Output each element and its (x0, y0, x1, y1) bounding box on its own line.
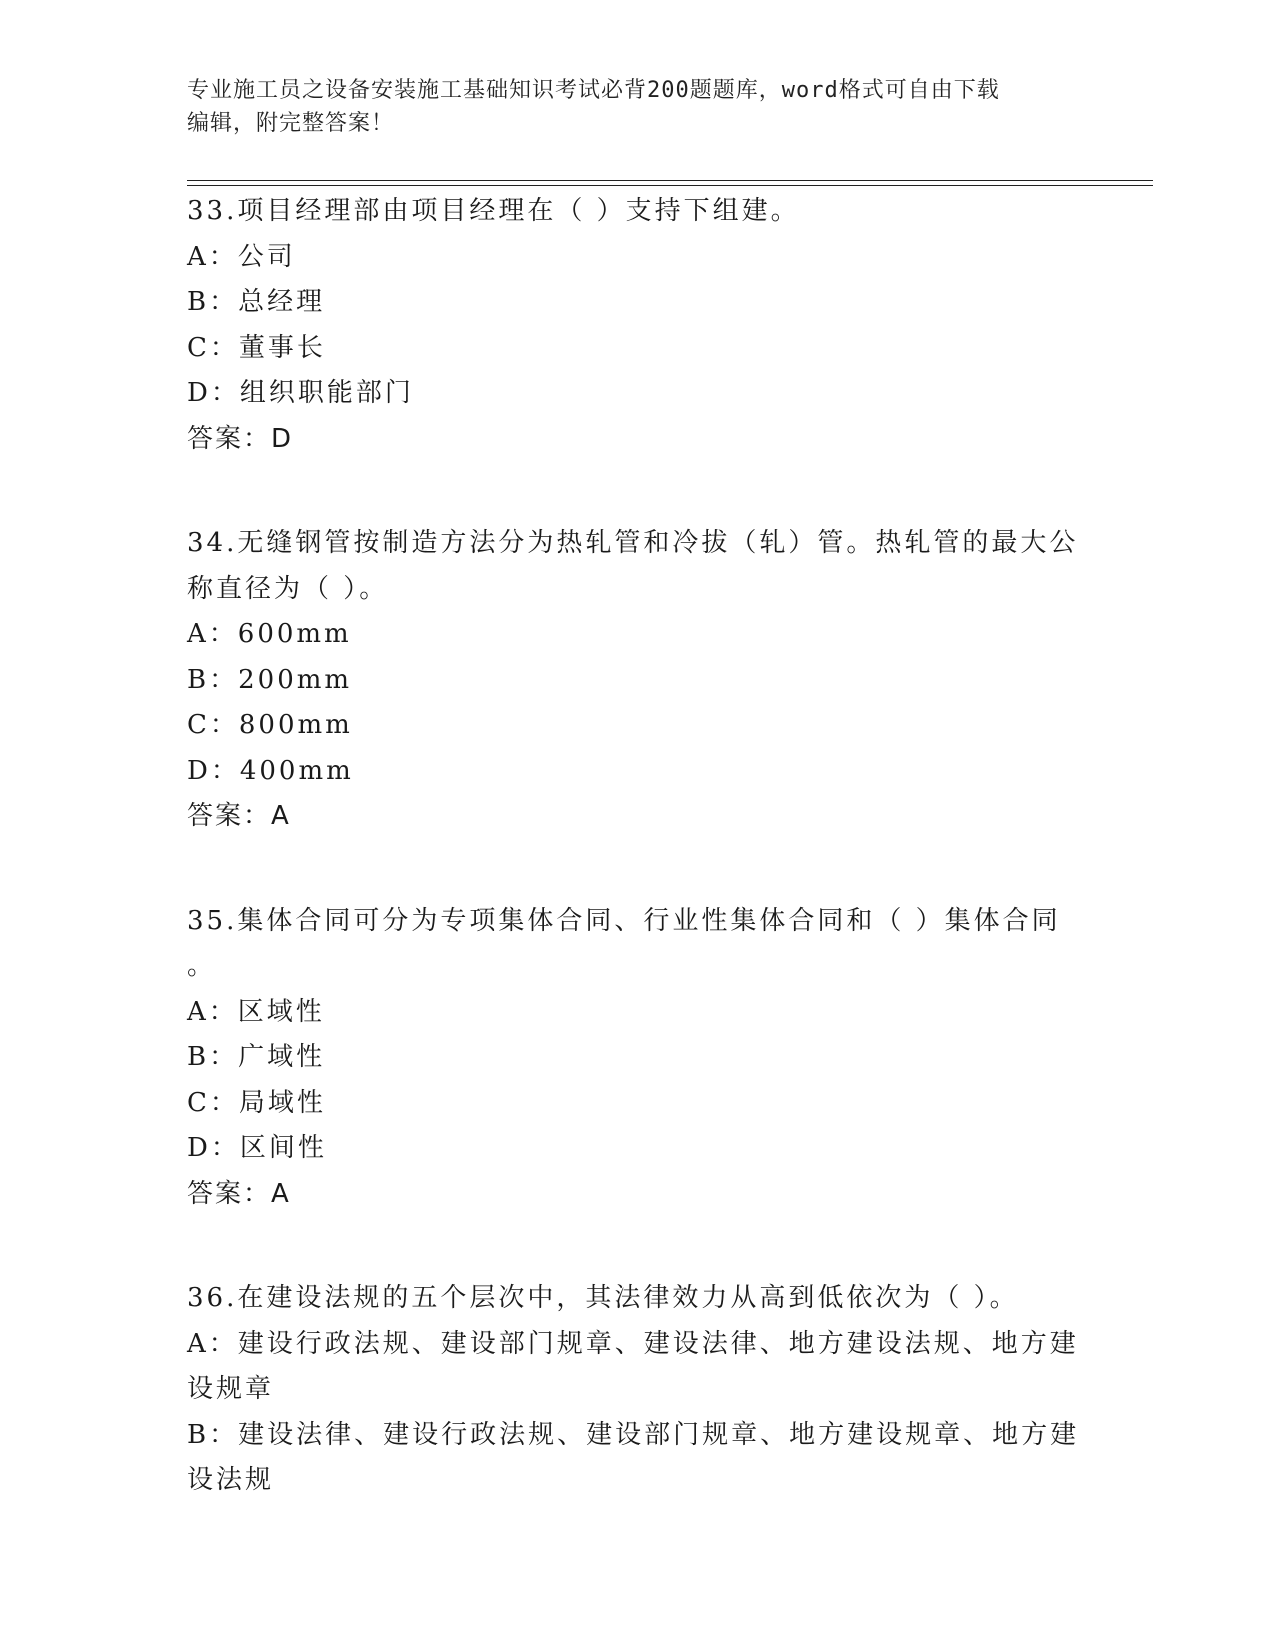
answer-option: D：400mm (187, 755, 354, 786)
answer-key: 答案：D (187, 423, 294, 454)
answer-option: A：区域性 (187, 996, 325, 1027)
question-block (187, 899, 1087, 1218)
question-stem: 34.无缝钢管按制造方法分为热轧管和冷拔（轧）管。热轧管的最大公 (187, 528, 1079, 558)
question-stem: 33.项目经理部由项目经理在（ ）支持下组建。 (187, 196, 800, 226)
answer-option: B：200mm (187, 664, 353, 695)
header-line-2: 编辑，附完整答案！ (187, 111, 395, 136)
answer-option: 设规章 (187, 1374, 275, 1404)
answer-option: 设法规 (187, 1465, 275, 1495)
document-header (187, 74, 1087, 140)
question-stem: 称直径为（ ）。 (187, 573, 389, 604)
answer-option: A：公司 (187, 241, 296, 272)
question-block (187, 1276, 1087, 1504)
answer-option: B：广域性 (187, 1042, 326, 1072)
question-stem: 36.在建设法规的五个层次中，其法律效力从高到低依次为（ ）。 (187, 1283, 1019, 1313)
question-stem: 35.集体合同可分为专项集体合同、行业性集体合同和（ ）集体合同 (187, 905, 1061, 936)
answer-option: C：800mm (187, 710, 353, 740)
answer-option: C：董事长 (187, 332, 326, 363)
answer-option: D：区间性 (187, 1133, 327, 1163)
question-list (187, 189, 1087, 1563)
header-divider-top (187, 180, 1153, 181)
header-line-1: 专业施工员之设备安装施工基础知识考试必背200题题库，word格式可自由下载 (187, 78, 1000, 103)
answer-option: A：600mm (187, 619, 352, 649)
question-stem: 。 (187, 951, 217, 981)
answer-option: C：局域性 (187, 1087, 326, 1118)
answer-key: 答案：A (187, 1178, 291, 1209)
answer-option: D：组织职能部门 (187, 378, 414, 408)
question-block (187, 189, 1087, 462)
header-divider-bottom (187, 185, 1153, 186)
answer-option: B：建设法律、建设行政法规、建设部门规章、地方建设规章、地方建 (187, 1419, 1080, 1450)
answer-option: B：总经理 (187, 287, 326, 317)
answer-option: A：建设行政法规、建设部门规章、建设法律、地方建设法规、地方建 (187, 1328, 1079, 1359)
answer-key: 答案：A (187, 801, 291, 831)
question-block (187, 521, 1087, 840)
